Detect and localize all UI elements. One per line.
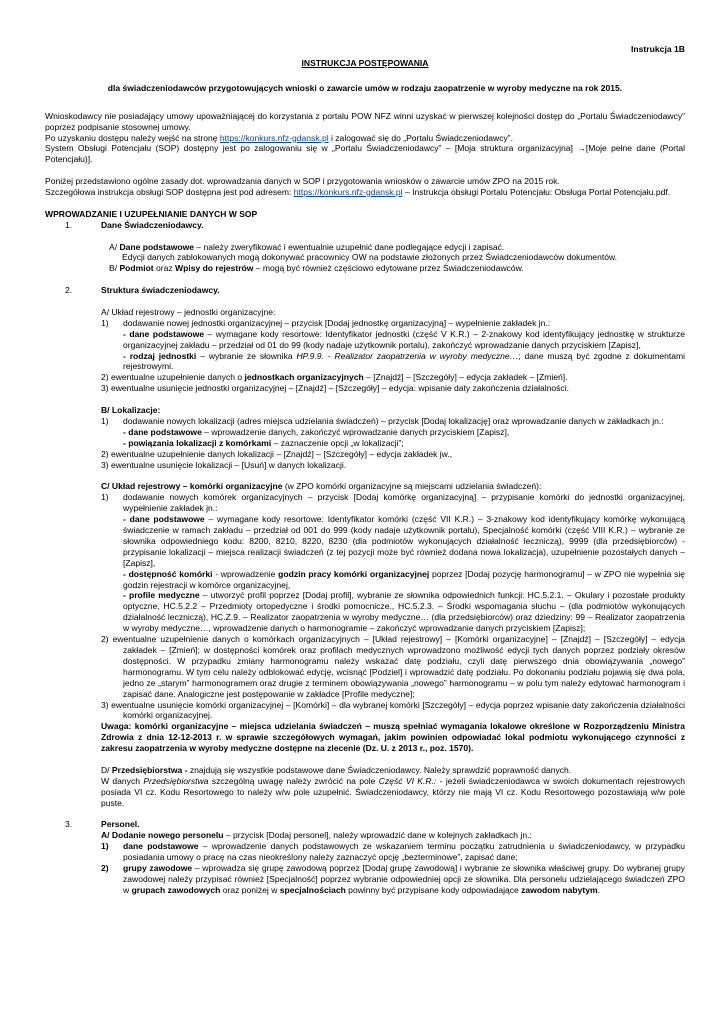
section-number: 1.	[65, 219, 73, 230]
s2-d	[45, 765, 685, 776]
intro-text: i zalogować się do „Portalu Świadczeniodawcy”.	[328, 132, 513, 143]
item-bold: - profile medyczne	[123, 590, 200, 601]
s2-a1	[45, 318, 685, 329]
item-text: W danych	[101, 775, 144, 786]
item-bold: grupy zawodowe	[123, 863, 193, 874]
item-text: 2) ewentualne uzupełnienie danych o	[101, 372, 245, 383]
list-number: 1)	[101, 415, 109, 426]
s3-p2	[45, 863, 685, 896]
intro-paragraph-2	[45, 133, 685, 144]
portal-link[interactable]: https://konkurs.nfz-gdansk.pl	[219, 132, 329, 143]
item-text: .	[597, 884, 600, 895]
item-text: poprzez [Dodaj pozycję harmonogramu] – w ZPO nie wypełnia się godzin rejestracji w komórce organizacyjnej,	[123, 568, 685, 590]
item-text: oraz	[153, 263, 176, 274]
item-text: - wprowadzenie	[212, 568, 279, 579]
item-text: – wymagane kody resortowe: Identyfikator komórki (część VII K.R.) – 3-znakowy kod identyfikujący komórkę wykonującą świadczenie w ramach zakładu – przedział od 001 do 999 (kody nadaje użytkownik portalu), Specjalność komórki (część VIII K.R.) – wybranie ze słownika odpowiedniego kodu: 8200, 8210, 8220, 8230 (dla podmiotów wykonujących działalność leczniczą), 9999 (dla przedsiębiorców) - przypisanie lokalizacji – miejsca realizacji świadczeń (z tej pozycji może być również dodana nowa lokalizacja), uzupełnienie pozostałych danych – [Zapisz],	[123, 514, 685, 568]
page-title: INSTRUKCJA POSTĘPOWANIA	[301, 58, 429, 68]
item-bold: Podmiot	[119, 263, 154, 274]
s2-c1-pm	[45, 590, 685, 634]
section-title: Struktura świadczeniodawcy.	[101, 285, 220, 296]
s2-c2: 2) ewentualne uzupełnienie danych o komórkach organizacyjnych – [Układ rejestrowy] – [Komórki organizacyjne] – [Znajdź] – [Szczegóły] – edycja zakładek – [Zmień]; w dostępności komórek oraz profilach medycznych wprowadzono możliwość edycji tych danych poprzez podziały okresów dostępności. W przypadku zmiany harmonogramu należy wskazać datę podziału, czyli datę pierwszego dnia obowiązywania „nowego” harmonogramu. W tym celu należy odblokować edycję, wcisnąć [Podziel] i wprowadzić datę podziału. Po dokonaniu podziału pojawią się dwa pola, jedno ze „starym” harmonogramem oraz drugie z terminem obowiązywania „nowego” harmonogramu – w polu tym należy edytować harmonogram i zapisać dane. Analogiczne jest postępowanie w zakładce [Profile medyczne];	[101, 634, 685, 699]
list-number: 1)	[101, 317, 109, 328]
item-bold: zawodom nabytym	[521, 884, 598, 895]
section-title: Dane Świadczeniodawcy.	[101, 219, 204, 230]
s2-c-head	[45, 481, 685, 492]
item-text: – należy zweryfikować i ewentualnie uzupełnić dane podlegające edycji i zapisać.	[194, 241, 505, 252]
item-bold: - powiązania lokalizacji z komórkami	[123, 437, 272, 448]
intro-text: Po uzyskaniu dostępu należy wejść na stronę	[45, 132, 220, 143]
item-bold: - dostępność komórki	[123, 568, 213, 579]
document-page	[45, 0, 685, 896]
item-bold: - dane podstawowe	[123, 514, 205, 525]
item-italic: Przedsiębiorstwa	[143, 775, 209, 786]
s2-b-head: B/ Lokalizacje:	[101, 405, 161, 416]
s2-c1-dk	[45, 569, 685, 591]
intro-paragraph-5	[45, 187, 685, 198]
portal-link-2[interactable]: https://konkurs.nfz-gdansk.pl	[293, 187, 403, 198]
section-number: 2.	[65, 285, 73, 296]
list-text: dodawanie nowej jednostki organizacyjnej – przycisk [Dodaj jednostkę organizacyjną] – wypełnienie zakładek jn.:	[123, 317, 551, 328]
item-text: – wprowadza się grupę zawodową poprzez [Dodaj grupę zawodową] i wybranie ze słownika właściwej grupy. Do wybranej grupy zawodowej należy przypisać również [Specjalność] poprzez wybranie odpowiedniej opcji ze słownika. Dla personelu udzielającego świadczeń ZPO w	[123, 863, 685, 895]
item-text: (w ZPO komórki organizacyjne są miejscami udzielania świadczeń):	[282, 481, 542, 492]
s2-a-head: A/ Układ rejestrowy – jednostki organizacyjne:	[101, 306, 276, 317]
list-number: 2)	[101, 863, 109, 874]
section-3-heading	[45, 819, 685, 830]
item-text: – zaznaczenie opcji „w lokalizacji”;	[271, 437, 404, 448]
item-text: znajdują się wszystkie podstawowe dane Świadczeniodawcy. Należy sprawdzić poprawność danych.	[187, 764, 572, 775]
section-title: Personel.	[101, 819, 140, 830]
list-text: dodawanie nowych komórek organizacyjnych – przycisk [Dodaj komórkę organizacyjną] – przypisanie komórki do jednostki organizacyjnej, wypełnienie zakładek jn.:	[123, 492, 685, 514]
s2-b1	[45, 416, 685, 427]
s2-b3: 3) ewentualne usunięcie lokalizacji – [Usuń] w danych lokalizacji.	[101, 459, 347, 470]
section-1-heading	[45, 220, 685, 231]
item-bold: - rodzaj jednostki	[123, 350, 197, 361]
s2-c1-dp	[45, 514, 685, 569]
item-text: powinny być przypisane kody odpowiadające	[345, 884, 522, 895]
item-text: – wymagane kody resortowe: Identyfikator jednostki (część V K.R.) – 2-znakowy kod identyfikujący jednostkę w strukturze organizacyjnej zakładu – przedział od 01 do 99 (kody nadaje użytkownik portalu), zakończyć wprowadzanie danych przyciskiem [Zapisz],	[123, 328, 685, 350]
item-bold: specjalnościach	[279, 884, 346, 895]
intro-text: – Instrukcja obsługi Portalu Potencjału: Obsługa Portal Potencjału.pdf.	[402, 187, 671, 198]
item-text: – przycisk [Dodaj personel], należy wprowadzić dane w kolejnych zakładkach jn.:	[223, 830, 532, 841]
item-bold: Dane podstawowe	[119, 241, 195, 252]
s2-a2	[45, 372, 685, 383]
item-bold: - dane podstawowe	[123, 426, 202, 437]
item-text: – wprowadzenie danych, zakończyć wprowadzanie danych przyciskiem [Zapisz],	[201, 426, 510, 437]
instruction-label: Instrukcja 1B	[631, 44, 685, 54]
s2-b2: 2) ewentualne uzupełnienie danych lokalizacji – [Znajdź] – [Szczegóły] – edycja zakładek jw.,	[101, 448, 453, 459]
intro-paragraph-3: System Obsługi Potencjału (SOP) dostępny jest po zalogowaniu się w „Portalu Świadczeniodawcy” – [Moja struktura organizacyjna] →[Moje pełne dane (Portal Potencjału)].	[45, 143, 685, 165]
s3-a	[45, 830, 685, 841]
item-bold: - dane podstawowe	[123, 328, 205, 339]
s1-a	[45, 242, 685, 253]
item-label: A/	[109, 241, 120, 252]
item-text: – [Znajdź] – [Szczegóły] – edycja zakładek – [Zmień].	[363, 372, 568, 383]
page-subtitle: dla świadczeniodawców przygotowujących wnioski o zawarcie umów w rodzaju zaopatrzenie w wyroby medyczne na rok 2015.	[107, 82, 623, 93]
item-text: szczególną uwagę należy zwrócić na pole	[208, 775, 379, 786]
s3-p1	[45, 841, 685, 863]
s2-b1-pl	[45, 438, 685, 449]
s1-a-cont: Edycji danych zablokowanych mogą dokonywać pracownicy OW na podstawie złożonych przez Świadczeniodawców dokumentów.	[122, 252, 618, 263]
item-bold: godzin pracy komórki organizacyjnej	[278, 568, 430, 579]
item-bold: grupach zawodowych	[131, 884, 221, 895]
item-text: – utworzyć profil poprzez [Dodaj profil], wybranie ze słownika odpowiednich funkcji: HC.5.2.1. – Okulary i pozostałe produkty optyczne, HC.5.2.2 – Przedmioty ortopedyczne i środki pomocnicze., HC.5.2.3. – Środki wspomagania słuchu – (dla podmiotów wykonujących działalność leczniczą), HC.Z.9. – Realizator zaopatrzenia w wyroby medyczne… (dla przedsiębiorców) oraz dziedziny: 99 – Realizator zaopatrzenia w wyroby medyczne…, wprowadzenie danych o harmonogramie – zakończyć wprowadzanie danych przyciskiem [Zapisz];	[123, 590, 685, 634]
item-bold: C/ Układ rejestrowy – komórki organizacyjne	[101, 481, 283, 492]
item-bold: A/ Dodanie nowego personelu	[101, 830, 224, 841]
item-text: - jeżeli świadczeniodawca w swoich dokumentach rejestrowych posiada VI cz. Kodu Resortowego to należy w/w pole uzupełnić. Świadczeniodawcy, którzy nie mają VI cz. Kodu Resortowego pozostawiają w/w pole puste.	[101, 775, 685, 808]
item-text: – mogą być również częściowo edytowane przez Świadczeniodawców.	[253, 263, 524, 274]
section-number: 3.	[65, 819, 73, 830]
s2-uwaga: Uwaga: komórki organizacyjne – miejsca udzielania świadczeń – muszą spełniać wymagania lokalowe określone w Rozporządzeniu Ministra Zdrowia z dnia 12-12-2013 r. w sprawie szczegółowych wymagań, jakim powinien odpowiadać lokal podmiotu wykonującego czynności z zakresu zaopatrzenia w wyroby medyczne dostępne na zlecenie (Dz. U. z 2013 r., poz. 1570).	[101, 721, 685, 754]
s2-c1	[45, 492, 685, 514]
item-label: D/	[101, 764, 112, 775]
item-text: ; dane muszą być zgodne z dokumentami rejestrowymi.	[123, 350, 685, 372]
item-text: oraz poniżej w	[220, 884, 280, 895]
section-2-heading	[45, 285, 685, 296]
intro-text: Szczegółowa instrukcja obsługi SOP dostępna jest pod adresem:	[45, 187, 294, 198]
s2-a1-dp	[45, 329, 685, 351]
intro-paragraph-1: Wnioskodawcy nie posiadający umowy upoważniającej do korzystania z portalu POW NFZ winni uzyskać w pierwszej kolejności dostęp do „Portalu Świadczeniodawcy” poprzez podpisanie stosownej umowy.	[45, 110, 685, 132]
intro-paragraph-4: Poniżej przedstawiono ogólne zasady dot. wprowadzania danych w SOP i przygotowania wniosków o zawarcie umów ZPO na 2015 rok.	[45, 176, 560, 187]
item-label: B/	[109, 263, 120, 274]
s2-b1-dp	[45, 427, 685, 438]
list-number: 1)	[101, 841, 109, 852]
list-number: 1)	[101, 492, 109, 503]
item-italic: Część VI K.R.:	[378, 775, 437, 786]
item-bold: Wpisy do rejestrów	[175, 263, 254, 274]
s2-a3: 3) ewentualne usunięcie jednostki organizacyjnej – [Znajdź] – [Szczegóły] – edycja: wpisanie daty zakończenia działalności.	[101, 383, 569, 394]
s2-c3: 3) ewentualne usunięcie komórki organizacyjnej – [Komórki] – dla wybranej komórki [Szczegóły] – edycja poprzez wpisanie daty zakończenia działalności komórki organizacyjnej.	[101, 699, 685, 721]
item-bold: Przedsiębiorstwa -	[111, 764, 188, 775]
item-text: – wprowadzenie danych podstawowych ze wskazaniem terminu początku zatrudnienia u świadczeniodawcy, w przypadku posiadania umowy o pracę na czas nieokreślony należy zaznaczyć opcję „bezterminowe”, zapisać dane;	[123, 841, 686, 863]
s1-b	[45, 263, 685, 274]
s2-a1-rj	[45, 351, 685, 373]
item-text: – wybranie ze słownika	[196, 350, 297, 361]
item-bold: dane podstawowe	[123, 841, 199, 852]
s2-d2	[45, 776, 685, 809]
item-bold: jednostkach organizacyjnych	[244, 372, 364, 383]
section-heading: WPROWADZANIE I UZUPEŁNIANIE DANYCH W SOP	[45, 208, 258, 219]
item-italic: HP.9.9. - Realizator zaopatrzenia w wyroby medyczne…	[296, 350, 519, 361]
list-text: dodawanie nowych lokalizacji (adres miejsca udzielania świadczeń) – przycisk [Dodaj lokalizację] oraz wprowadzanie danych w zakładkach jn.:	[123, 415, 664, 426]
